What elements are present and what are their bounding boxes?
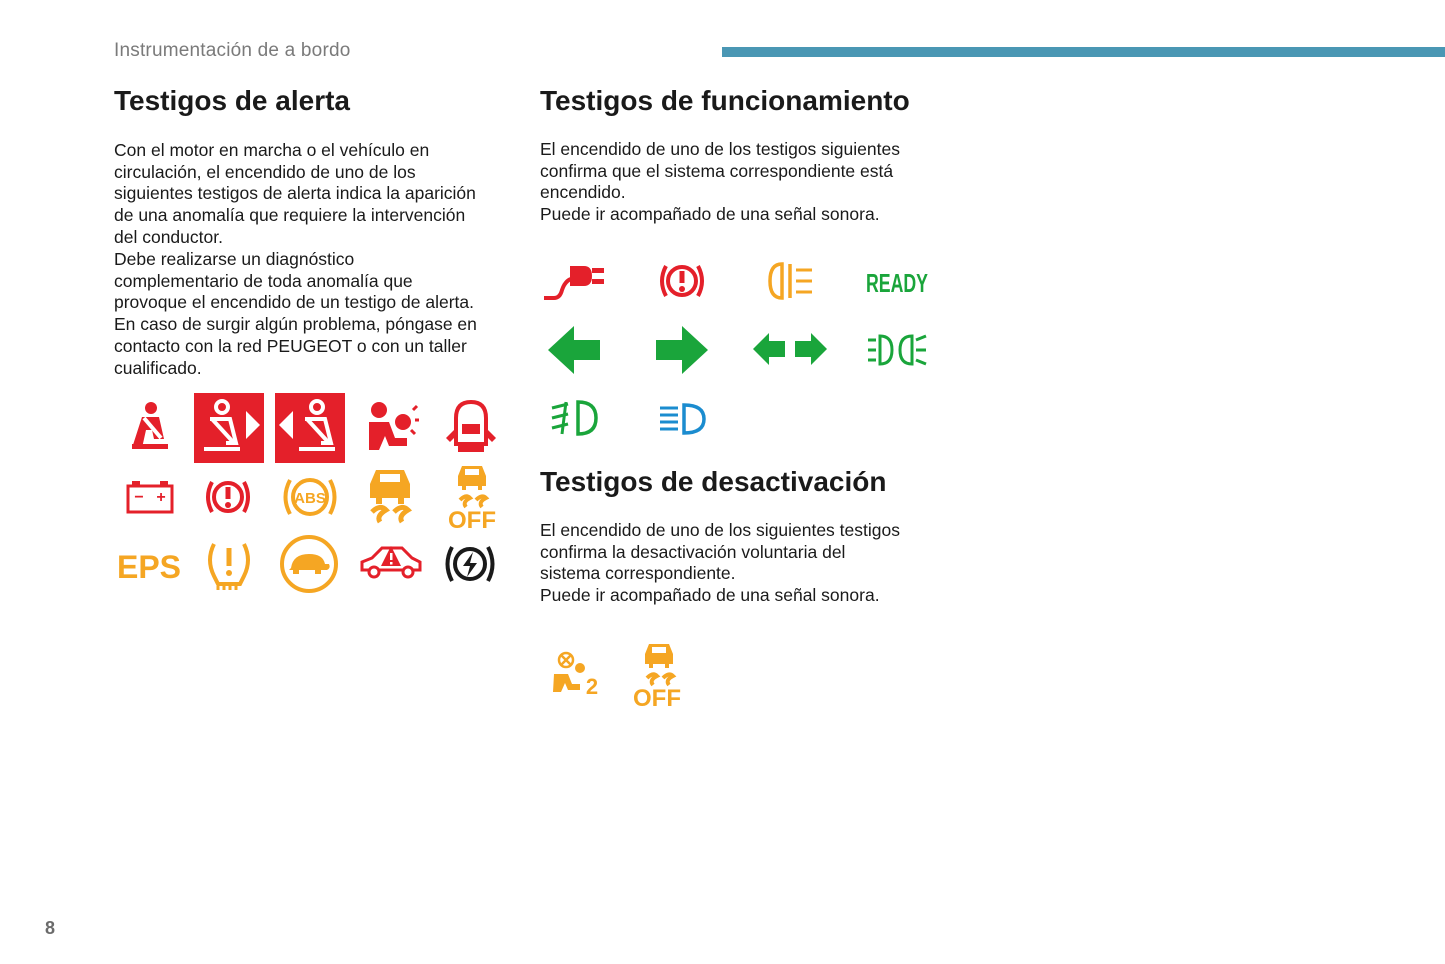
ready-label: READY	[866, 268, 928, 298]
turn-left-icon	[546, 324, 602, 376]
seatbelt-warning-icon	[124, 400, 176, 454]
abs-icon	[281, 472, 339, 522]
section-body-desactivacion: El encendido de uno de los siguientes testigos confirma la desactivación voluntaria del sistema correspondiente. Puede ir acompañado de una señal sonora.	[540, 519, 900, 606]
front-fog-lights-icon	[548, 398, 600, 438]
brake-system-icon	[204, 474, 252, 520]
main-beam-icon	[658, 402, 708, 436]
section-title-desactivacion: Testigos de desactivación	[540, 466, 887, 497]
rear-seatbelt-left-icon	[275, 393, 345, 463]
eps-icon	[118, 546, 180, 584]
airbag-2-label: 2	[585, 674, 599, 699]
header-accent-bar	[722, 47, 1445, 57]
turn-right-icon	[654, 324, 710, 376]
door-open-icon	[444, 398, 498, 456]
electric-fault-icon	[443, 541, 497, 587]
passenger-airbag-off-icon	[550, 650, 602, 698]
reduced-power-turtle-icon	[279, 534, 339, 594]
airbag-icon	[363, 400, 419, 454]
battery-icon	[126, 478, 174, 514]
battery-plus-label: +	[156, 489, 166, 506]
ready-icon	[864, 262, 930, 300]
stability-control-off-icon	[446, 462, 498, 534]
parking-brake-icon	[657, 258, 707, 304]
section-testigos-desactivacion	[540, 467, 950, 607]
battery-minus-label: −	[134, 489, 144, 506]
rear-seatbelt-right-icon	[194, 393, 264, 463]
eps-label: EPS	[116, 549, 182, 585]
section-title-funcionamiento: Testigos de funcionamiento	[540, 85, 910, 116]
section-testigos-alerta	[114, 86, 514, 380]
hazard-arrows-icon	[751, 330, 829, 368]
tyre-pressure-icon	[204, 538, 254, 590]
stability-control-icon	[364, 466, 416, 524]
rear-fog-light-icon	[768, 260, 816, 302]
esp-off-deact-label: OFF	[633, 685, 681, 712]
running-header: Instrumentación de a bordo	[114, 40, 351, 61]
car-fault-icon	[360, 544, 422, 580]
section-body-funcionamiento: El encendido de uno de los testigos siguientes confirma que el sistema correspondiente está encendido. Puede ir acompañado de una señal sonora.	[540, 138, 900, 225]
side-lights-icon	[866, 332, 928, 368]
section-body-alerta: Con el motor en marcha o el vehículo en circulación, el encendido de uno de los siguientes testigos de alerta indica la aparición de una anomalía que requiere la intervención del conductor. Debe realizarse un diagnóstico complementario de toda anomalía que provoque el encendido de un testigo de alerta. En caso de surgir algún problema, póngase en contacto con la red PEUGEOT o con un taller cualificado.	[114, 139, 477, 378]
abs-label: ABS	[294, 490, 326, 507]
page-number: 8	[45, 918, 56, 938]
charging-plug-icon	[540, 258, 606, 302]
section-testigos-funcionamiento	[540, 86, 950, 226]
section-title-alerta: Testigos de alerta	[114, 85, 351, 116]
esp-off-label: OFF	[448, 507, 496, 534]
esp-off-icon	[633, 640, 685, 712]
